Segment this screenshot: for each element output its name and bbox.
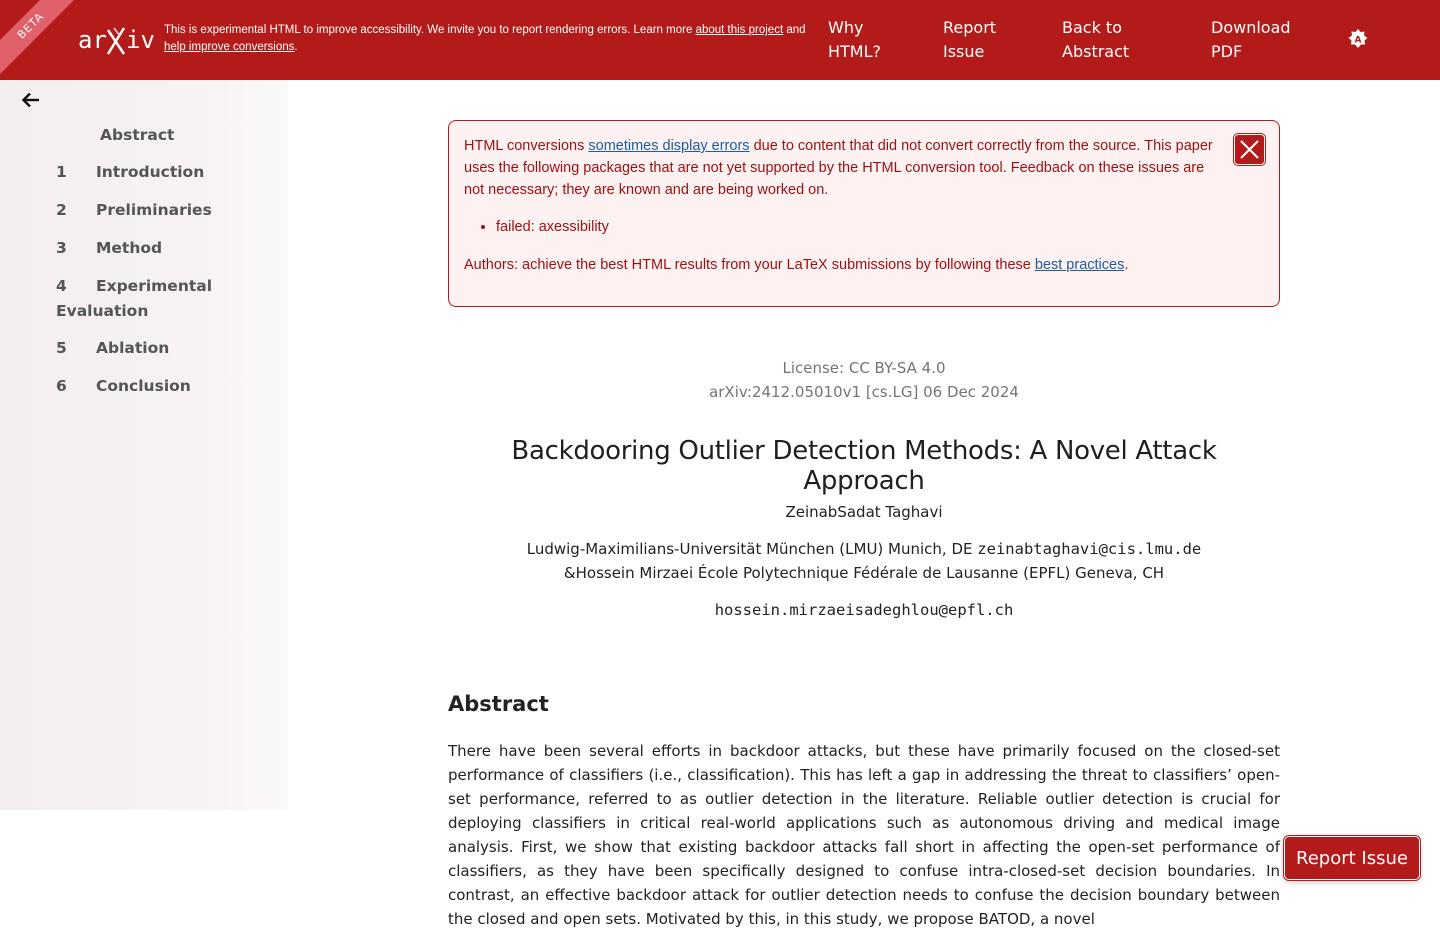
- svg-text:ar: ar: [78, 26, 107, 54]
- toc-label: Conclusion: [96, 377, 191, 395]
- toc-num: 6: [56, 377, 67, 395]
- toc-item-introduction[interactable]: [56, 160, 204, 185]
- toc-item-method[interactable]: [56, 236, 162, 261]
- notice-mid: and: [786, 24, 806, 36]
- arrow-left-icon: [20, 90, 42, 110]
- toc-label: Preliminaries: [96, 201, 212, 219]
- toc-item-conclusion[interactable]: [56, 374, 191, 399]
- site-header: [0, 0, 1440, 80]
- toc-item-experimental-evaluation[interactable]: [56, 274, 212, 324]
- nav-why-html[interactable]: [828, 16, 881, 64]
- best-practices-link[interactable]: best practices: [1034, 257, 1125, 273]
- close-icon: [1235, 135, 1264, 164]
- affiliation-line-1: [448, 540, 1280, 558]
- conversion-error-box: [448, 120, 1280, 307]
- toc-sidebar: [0, 80, 288, 810]
- nav-download-line2: PDF: [1211, 42, 1243, 61]
- toc-label: Ablation: [96, 339, 170, 357]
- svg-text:A: A: [1354, 35, 1362, 46]
- close-error-button[interactable]: [1234, 134, 1265, 165]
- nav-report-issue-line1: Report: [943, 18, 997, 37]
- toc-item-preliminaries[interactable]: [56, 198, 212, 223]
- error-message: [464, 135, 1215, 201]
- experimental-notice: [164, 22, 814, 56]
- toc-item-ablation[interactable]: [56, 336, 169, 361]
- toc-num: 3: [56, 239, 67, 257]
- beta-ribbon: BETA: [0, 0, 85, 80]
- toc-abstract-link[interactable]: Abstract: [100, 126, 175, 144]
- nav-download-line1: Download: [1211, 18, 1291, 37]
- authors-text: Authors: achieve the best HTML results from your LaTeX submissions by following these: [464, 257, 1031, 273]
- license-line: License: CC BY-SA 4.0: [782, 359, 946, 377]
- authors-note: [464, 254, 1215, 276]
- abstract-heading: Abstract: [448, 692, 549, 716]
- nav-back-line2: Abstract: [1062, 42, 1130, 61]
- toc-label-cont: Evaluation: [56, 302, 149, 320]
- author-email-2: hossein.mirzaeisadeghlou@epfl.ch: [714, 601, 1014, 619]
- notice-end: .: [294, 41, 298, 53]
- display-errors-link[interactable]: sometimes display errors: [588, 138, 750, 154]
- nav-report-issue[interactable]: [943, 16, 996, 64]
- error-text-rest: due to content that did not convert correctly from the source. This paper uses the following packages that are not yet supported by the HTML conversion tool. Feedback on these issues are not necessary; they are known and are being worked on.: [464, 138, 1213, 198]
- about-project-link[interactable]: about this project: [695, 24, 784, 36]
- arxiv-logo[interactable]: [78, 22, 155, 58]
- theme-toggle-button[interactable]: [1347, 28, 1369, 50]
- nav-why-html-line1: Why: [828, 18, 864, 37]
- toc-num: 1: [56, 163, 67, 181]
- toc-label: Method: [96, 239, 163, 257]
- nav-back-to-abstract[interactable]: [1062, 16, 1129, 64]
- toc-num: 2: [56, 201, 67, 219]
- nav-back-line1: Back to: [1062, 18, 1122, 37]
- arxiv-logo-graphic: [78, 22, 155, 58]
- unsupported-packages-list: [496, 216, 1215, 238]
- affiliation-text: Ludwig-Maximilians-Universität München (LMU) Munich, DE: [526, 540, 973, 558]
- help-improve-link[interactable]: help improve conversions: [164, 41, 295, 53]
- report-issue-floating-button[interactable]: Report Issue: [1284, 836, 1420, 880]
- notice-text: This is experimental HTML to improve accessibility. We invite you to report rendering errors. Learn more: [164, 24, 693, 36]
- nav-download-pdf[interactable]: [1211, 16, 1291, 64]
- nav-report-issue-line2: Issue: [943, 42, 985, 61]
- toc-num: 4: [56, 277, 67, 295]
- svg-text:iv: iv: [126, 26, 155, 54]
- authors-end: .: [1124, 257, 1129, 273]
- theme-toggle-icon: [1347, 28, 1369, 50]
- toc-label: Experimental: [96, 277, 213, 295]
- abstract-body: There have been several efforts in backdoor attacks, but these have primarily focused on the closed-set performance of classifiers (i.e., classification). This has left a gap in addressing the threat to classifiers’ open-set performance, referred to as outlier detection in the literature. Reliable outlier detection is crucial for deploying classifiers in critical real-world applications such as autonomous driving and medical image analysis. First, we show that existing backdoor attacks fall short in affecting the open-set performance of classifiers, as they have been specifically designed to confuse intra-closed-set decision boundaries. In contrast, an effective backdoor attack for outlier detection needs to confuse the decision boundary between the closed and open sets. Motivated by this, in this study, we propose BATOD, a novel: [448, 742, 1280, 928]
- collapse-toc-button[interactable]: [20, 90, 42, 110]
- author-email-1: zeinabtaghavi@cis.lmu.de: [977, 540, 1202, 558]
- author-primary: ZeinabSadat Taghavi: [785, 503, 943, 521]
- toc-label: Introduction: [96, 163, 205, 181]
- paper-title: Backdooring Outlier Detection Methods: A Novel Attack Approach: [511, 436, 1217, 496]
- failed-package-item: • failed: axessibility: [496, 216, 1215, 238]
- arxiv-id-line: arXiv:2412.05010v1 [cs.LG] 06 Dec 2024: [709, 383, 1019, 401]
- nav-why-html-line2: HTML?: [828, 42, 882, 61]
- toc-num: 5: [56, 339, 67, 357]
- error-text-start: HTML conversions: [464, 138, 585, 154]
- author-secondary: &Hossein Mirzaei École Polytechnique Fédérale de Lausanne (EPFL) Geneva, CH: [563, 564, 1165, 582]
